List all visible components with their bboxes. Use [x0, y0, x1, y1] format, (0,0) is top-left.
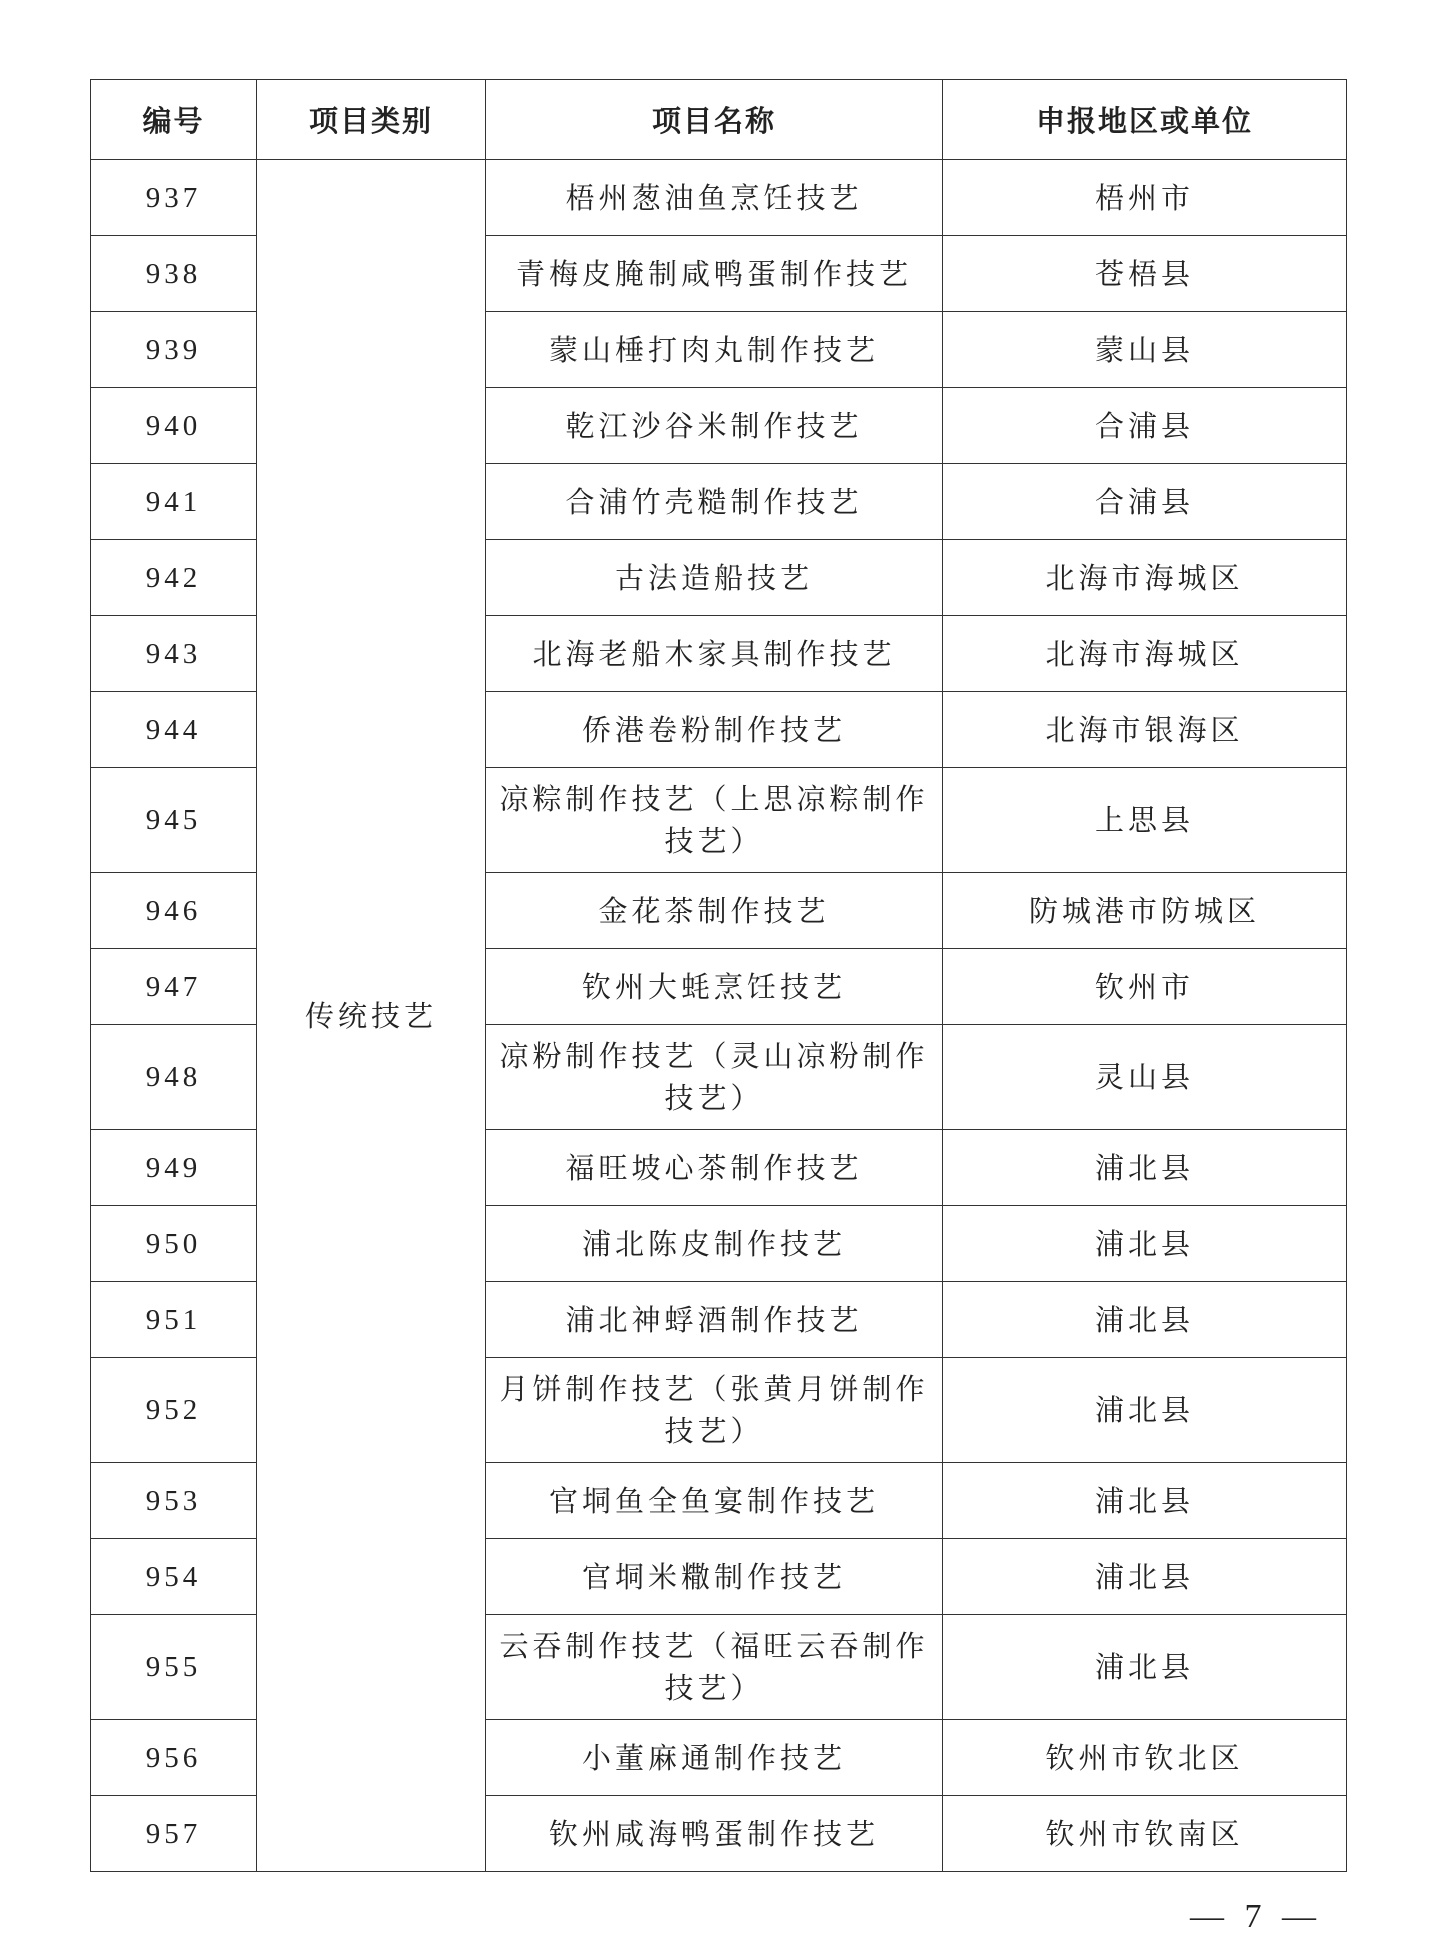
region: 钦州市钦南区 [943, 1796, 1347, 1872]
row-number: 950 [91, 1206, 257, 1282]
region: 防城港市防城区 [943, 873, 1347, 949]
row-number: 954 [91, 1539, 257, 1615]
row-number: 945 [91, 768, 257, 873]
row-number: 937 [91, 160, 257, 236]
row-number: 952 [91, 1358, 257, 1463]
region: 钦州市 [943, 949, 1347, 1025]
project-name: 梧州葱油鱼烹饪技艺 [486, 160, 943, 236]
row-number: 947 [91, 949, 257, 1025]
project-name: 北海老船木家具制作技艺 [486, 616, 943, 692]
project-name: 官垌米糤制作技艺 [486, 1539, 943, 1615]
project-name: 钦州咸海鸭蛋制作技艺 [486, 1796, 943, 1872]
region: 蒙山县 [943, 312, 1347, 388]
project-name: 钦州大蚝烹饪技艺 [486, 949, 943, 1025]
project-name: 乾江沙谷米制作技艺 [486, 388, 943, 464]
row-number: 941 [91, 464, 257, 540]
row-number: 943 [91, 616, 257, 692]
region: 浦北县 [943, 1206, 1347, 1282]
row-number: 949 [91, 1130, 257, 1206]
region: 浦北县 [943, 1539, 1347, 1615]
row-number: 942 [91, 540, 257, 616]
project-name: 小董麻通制作技艺 [486, 1720, 943, 1796]
project-name: 古法造船技艺 [486, 540, 943, 616]
row-number: 957 [91, 1796, 257, 1872]
region: 灵山县 [943, 1025, 1347, 1130]
row-number: 938 [91, 236, 257, 312]
project-name: 侨港卷粉制作技艺 [486, 692, 943, 768]
row-number: 948 [91, 1025, 257, 1130]
project-name: 蒙山棰打肉丸制作技艺 [486, 312, 943, 388]
table-header-row [91, 80, 1347, 160]
region: 浦北县 [943, 1463, 1347, 1539]
page-number: — 7 — [1190, 1898, 1322, 1935]
header-region: 申报地区或单位 [943, 80, 1347, 160]
header-project-name: 项目名称 [486, 80, 943, 160]
region: 苍梧县 [943, 236, 1347, 312]
project-name: 月饼制作技艺（张黄月饼制作技艺） [486, 1358, 943, 1463]
project-name: 浦北神蜉酒制作技艺 [486, 1282, 943, 1358]
region: 梧州市 [943, 160, 1347, 236]
project-name: 青梅皮腌制咸鸭蛋制作技艺 [486, 236, 943, 312]
table-row [91, 160, 1347, 236]
row-number: 953 [91, 1463, 257, 1539]
region: 钦州市钦北区 [943, 1720, 1347, 1796]
project-name: 浦北陈皮制作技艺 [486, 1206, 943, 1282]
category-cell: 传统技艺 [257, 160, 486, 1872]
row-number: 946 [91, 873, 257, 949]
project-name: 云吞制作技艺（福旺云吞制作技艺） [486, 1615, 943, 1720]
region: 北海市海城区 [943, 616, 1347, 692]
region: 浦北县 [943, 1358, 1347, 1463]
row-number: 939 [91, 312, 257, 388]
region: 北海市海城区 [943, 540, 1347, 616]
region: 浦北县 [943, 1130, 1347, 1206]
row-number: 956 [91, 1720, 257, 1796]
region: 浦北县 [943, 1615, 1347, 1720]
header-number: 编号 [91, 80, 257, 160]
project-name: 凉粉制作技艺（灵山凉粉制作技艺） [486, 1025, 943, 1130]
row-number: 955 [91, 1615, 257, 1720]
region: 合浦县 [943, 464, 1347, 540]
row-number: 940 [91, 388, 257, 464]
heritage-project-table [90, 79, 1347, 1872]
header-category: 项目类别 [257, 80, 486, 160]
project-name: 凉粽制作技艺（上思凉粽制作技艺） [486, 768, 943, 873]
project-name: 福旺坡心茶制作技艺 [486, 1130, 943, 1206]
row-number: 944 [91, 692, 257, 768]
region: 浦北县 [943, 1282, 1347, 1358]
region: 上思县 [943, 768, 1347, 873]
region: 北海市银海区 [943, 692, 1347, 768]
project-name: 合浦竹壳糙制作技艺 [486, 464, 943, 540]
row-number: 951 [91, 1282, 257, 1358]
region: 合浦县 [943, 388, 1347, 464]
project-name: 官垌鱼全鱼宴制作技艺 [486, 1463, 943, 1539]
project-name: 金花茶制作技艺 [486, 873, 943, 949]
